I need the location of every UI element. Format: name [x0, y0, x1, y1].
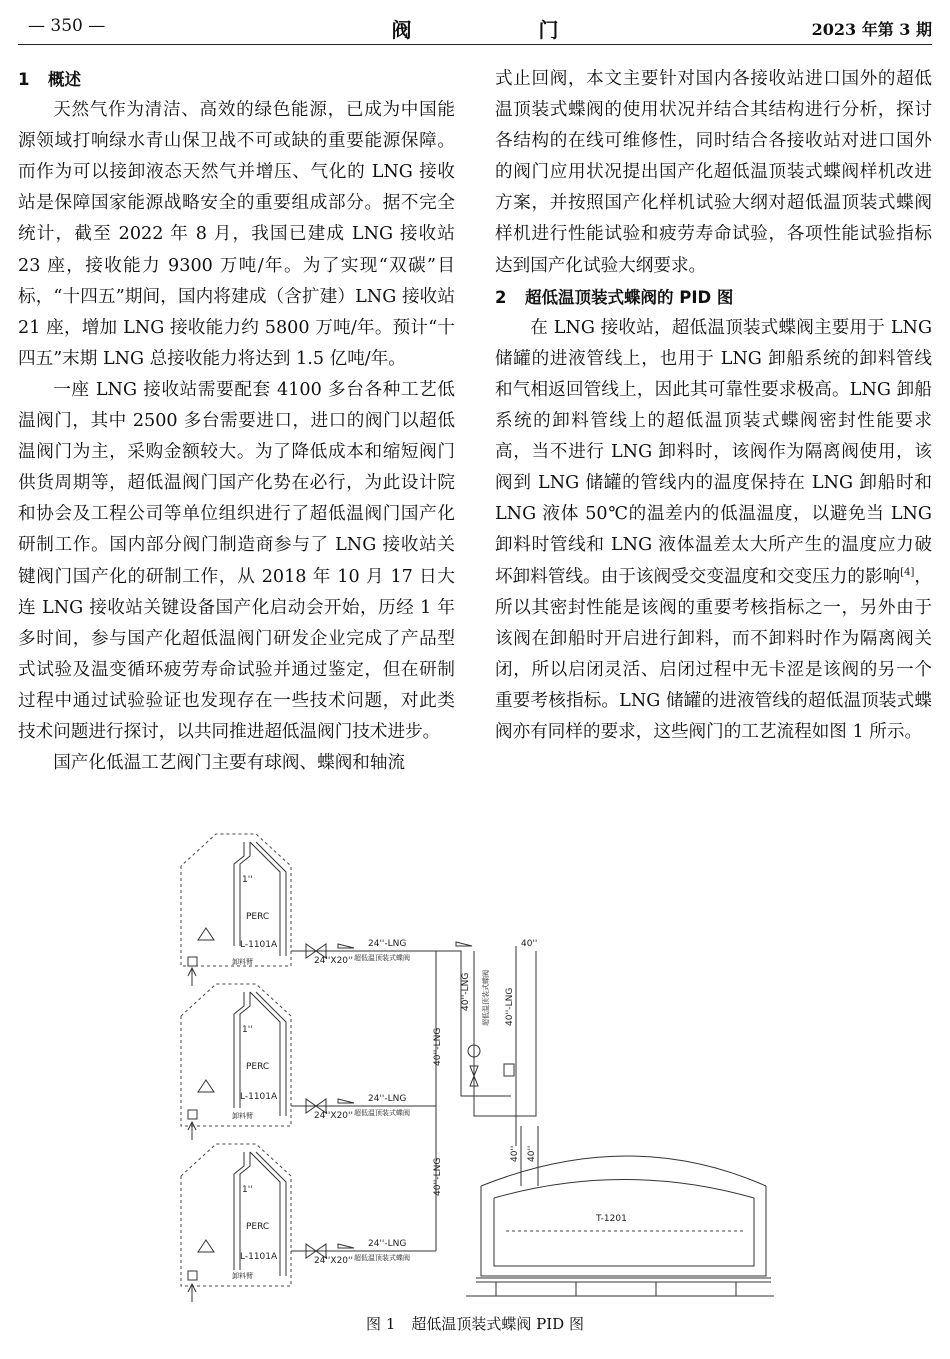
line-label: 40''-LNG	[433, 1027, 443, 1066]
page-header	[18, 14, 932, 45]
tank-tag: T-1201	[596, 1214, 627, 1224]
square-icon	[188, 1110, 197, 1119]
figure-label: 图 1	[366, 1315, 396, 1333]
square-icon	[188, 957, 197, 966]
size-label: 1''	[242, 1185, 253, 1195]
valve-label: 超低温顶装式蝶阀	[482, 970, 490, 1026]
paragraph-text: 在 LNG 接收站，超低温顶装式蝶阀主要用于 LNG 储罐的进液管线上，也用于 LNG 卸船系统的卸料管线和气相返回管线上，因此其可靠性要求极高。LNG 卸船系统的卸料管线上的超低温顶装式蝶阀密封性能要求高，当不进行 LNG 卸料时，该阀作为隔离阀使用，该阀到 LNG 储罐的管线内的温度保持在 LNG 卸船时和 LNG 液体 50℃的温差内的低温温度，以避免当 LNG 卸料时管线和 LNG 液体温差太大所产生的温度应力破坏卸料管线。由于该阀受交变温度和交变压力的影响	[495, 317, 932, 587]
figure-title: 超低温顶装式蝶阀 PID 图	[411, 1315, 584, 1333]
lng-tank	[466, 1126, 774, 1296]
pid-figure	[176, 826, 776, 1306]
line-label: 40''-LNG	[461, 972, 471, 1011]
triangle-icon	[198, 1240, 214, 1252]
arm-pipe	[234, 842, 244, 946]
flow-arrow-icon	[338, 1244, 354, 1248]
flow-arrow-icon	[338, 944, 354, 948]
unit-tag: L-1101A	[240, 1092, 278, 1102]
section-2-heading	[495, 282, 932, 313]
arm-pipe	[240, 992, 250, 1108]
arrow-up-icon	[188, 1284, 196, 1302]
arm-label: 卸料臂	[232, 1272, 253, 1280]
arm-pipe	[234, 992, 244, 1108]
paragraph: 国产化低温工艺阀门主要有球阀、蝶阀和轴流	[53, 753, 406, 774]
pipe	[516, 946, 536, 1116]
unloading-arm-unit-3	[181, 1144, 436, 1302]
section-1-heading	[18, 64, 455, 95]
section-2-title: 超低温顶装式蝶阀的 PID 图	[525, 287, 734, 307]
reducer-label: 24''X20''	[314, 956, 353, 966]
right-column	[495, 64, 932, 748]
section-1-number: 1	[18, 70, 30, 89]
tank-inlet-label: 40''	[527, 1145, 537, 1162]
paragraph-continuation: 式止回阀，本文主要针对国内各接收站进口国外的超低温顶装式蝶阀的使用状况并结合其结构进行分析，探讨各结构的在线可维修性，同时结合各接收站对进口国外的阀门应用状况提出国产化超低温顶装式蝶阀样机改进方案，并按照国产化样机试验大纲对超低温顶装式蝶阀样机进行性能试验和疲劳寿命试验，各项性能试验指标达到国产化试验大纲要求。	[495, 69, 932, 276]
line-label: 24''-LNG	[368, 939, 407, 949]
arm-label: 卸料臂	[232, 1112, 253, 1120]
paragraph-text: ，所以其密封性能是该阀的重要考核指标之一，另外由于该阀在卸船时开启进行卸料，而不卸料时作为隔离阀关闭，所以启闭灵活、启闭过程中无卡涩是该阀的另一个重要考核指标。LNG 储罐的进液管线的超低温顶装式蝶阀亦有同样的要求，这些阀门的工艺流程如图 1 所示。	[495, 566, 932, 742]
tank-inlet-label: 40''	[510, 1145, 520, 1162]
triangle-icon	[198, 928, 214, 940]
left-column	[18, 64, 455, 779]
valve-label: 超低温顶装式蝶阀	[354, 1109, 410, 1117]
unit-tag: L-1101A	[240, 1252, 278, 1262]
line-label: 40''-LNG	[433, 1157, 443, 1196]
reducer-label: 24''X20''	[314, 1111, 353, 1121]
issue-label: 2023 年第 3 期	[811, 20, 932, 39]
valve-label: 超低温顶装式蝶阀	[354, 954, 410, 962]
tank-piles	[496, 1282, 736, 1296]
paragraph: 一座 LNG 接收站需要配套 4100 多台各种工艺低温阀门，其中 2500 多台需要进口，进口的阀门以超低温阀门为主，采购金额较大。为了降低成本和缩短阀门供货周期等，超低温阀门国产化势在必行，为此设计院和协会及工程公司等单位组织进行了超低温阀门国产化研制工作。国内部分阀门制造商参与了 LNG 接收站关键阀门国产化的研制工作，从 2018 年 10 月 17 日大连 LNG 接收站关键设备国产化启动会开始，历经 1 年多时间，参与国产化超低温阀门研发企业完成了产品型式试验及温变循环疲劳寿命试验并通过鉴定，但在研制过程中通过试验验证也发现存在一些技术问题，对此类技术问题进行探讨，以共同推进超低温阀门技术进步。	[18, 379, 455, 742]
line-label: 24''-LNG	[368, 1094, 407, 1104]
figure-caption	[0, 1313, 950, 1334]
pipe	[474, 1041, 516, 1146]
unloading-arm-unit-2	[181, 984, 436, 1140]
size-label: 1''	[242, 1025, 253, 1035]
square-icon	[188, 1271, 197, 1280]
arm-pipe	[256, 842, 286, 956]
flow-arrow-icon	[338, 1099, 354, 1103]
unit-name: PERC	[246, 1062, 270, 1072]
paragraph: 天然气作为清洁、高效的绿色能源，已成为中国能源领域打响绿水青山保卫战不可或缺的重要能源保障。而作为可以接卸液态天然气并增压、气化的 LNG 接收站是保障国家能源战略安全的重要组成部分。据不完全统计，截至 2022 年 8 月，我国已建成 LNG 接收站 23 座，接收能力 9300 万吨/年。为了实现“双碳”目标，“十四五”期间，国内将建成（含扩建）LNG 接收站 21 座，增加 LNG 接收能力约 5800 万吨/年。预计“十四五”末期 LNG 总接收能力将达到 1.5 亿吨/年。	[18, 100, 455, 369]
paragraph	[495, 313, 932, 748]
flow-arrow-icon	[456, 942, 472, 946]
header-pipe	[433, 942, 511, 1251]
journal-title: 阀 门	[391, 18, 619, 42]
line-label: 40''-LNG	[505, 987, 515, 1026]
arrow-up-icon	[188, 968, 196, 986]
section-1-title: 概述	[48, 70, 81, 89]
unit-tag: L-1101A	[240, 940, 278, 950]
unit-name: PERC	[246, 912, 270, 922]
size-label: 40''	[521, 939, 538, 949]
arrow-up-icon	[188, 1122, 196, 1140]
arm-label: 卸料臂	[232, 958, 253, 966]
citation-ref[interactable]: [4]	[900, 566, 915, 578]
line-label: 24''-LNG	[368, 1239, 407, 1249]
reducer-label: 24''X20''	[314, 1256, 353, 1266]
page-number: — 350 —	[28, 16, 106, 36]
arm-outline	[181, 1144, 291, 1286]
tank-roof	[481, 1156, 766, 1186]
arm-pipe	[250, 842, 280, 956]
unloading-arm-unit-1	[181, 834, 436, 986]
section-2-number: 2	[495, 287, 507, 307]
unit-name: PERC	[246, 1222, 270, 1232]
tank-base	[476, 1278, 771, 1282]
pid-diagram	[176, 826, 776, 1306]
triangle-icon	[198, 1080, 214, 1092]
size-label: 1''	[242, 875, 253, 885]
valve-label: 超低温顶装式蝶阀	[354, 1254, 410, 1262]
arm-outline	[181, 984, 291, 1126]
actuator-icon	[504, 1064, 514, 1076]
riser	[461, 939, 537, 1146]
